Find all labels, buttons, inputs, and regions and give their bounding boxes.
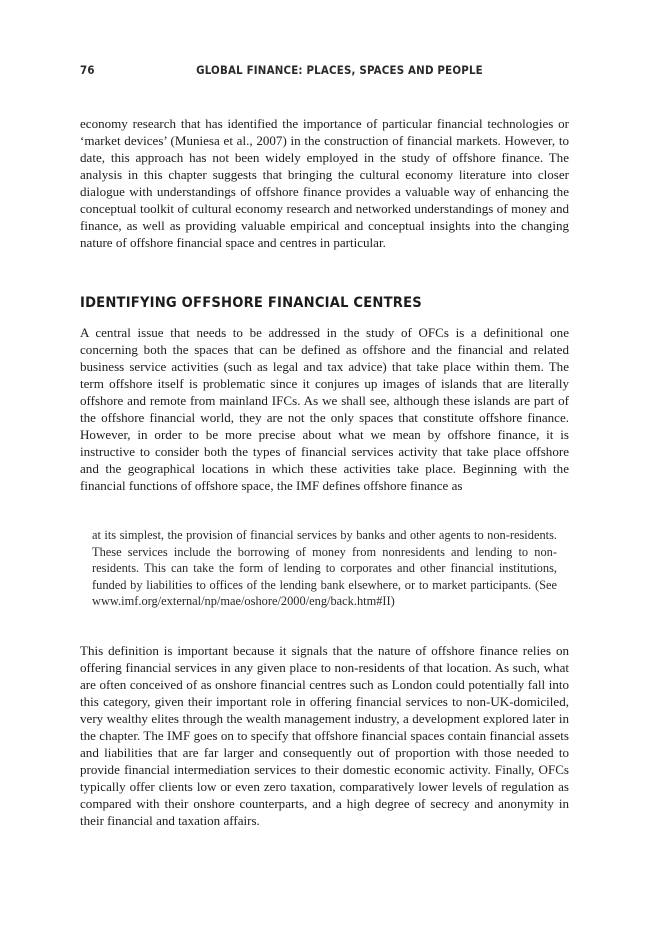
block-quote: at its simplest, the provision of financial services by banks and other agents to non-residents. These services include the borrowing of money from nonresidents and lending to non-residents. This can take the form of lending to corporates and other financial institutions, funded by liabilities to offices of the lending bank elsewhere, or to market participants. (See www.imf.org/external/​np/mae/oshore/2000/eng/back.htm#II) — [92, 528, 557, 609]
body-paragraph: A central issue that needs to be addressed in the study of OFCs is a definitional one concerning both the spaces that can be defined as offshore and the financial and related business service activities (such as legal and tax advice) that take place within them. The term offshore itself is problematic since it conjures up images of islands that are literally offshore and remote from mainland IFCs. As we shall see, although these islands are part of the offshore financial world, they are not the only spaces that constitute offshore finance. However, in order to be more precise about what we mean by offshore finance, it is instructive to consider both the types of financial services activity that take place offshore and the geographical locations in which these activities take place. Beginning with the financial functions of offshore space, the IMF defines offshore finance as — [80, 325, 569, 493]
running-title: GLOBAL FINANCE: PLACES, SPACES AND PEOPLE — [196, 63, 483, 77]
body-paragraph: This definition is important because it signals that the nature of offshore finance relies on offering financial services in any given place to non-residents of that location. As such, what are often conceived of as onshore financial centres such as London could potentially fall into this category, given their important role in offering financial services to non-UK-domiciled, very wealthy elites through the wealth management industry, a development explored later in the chapter. The IMF goes on to specify that offshore financial spaces contain financial assets and liabilities that are far larger and consequently out of proportion with those needed to provide financial intermediation services to their domestic economic activity. Finally, OFCs typically offer clients low or even zero taxation, comparatively lower levels of regulation as compared with their onshore counterparts, and a high degree of secrecy and anonymity in their financial and taxation affairs. — [80, 643, 569, 828]
page-number: 76 — [80, 63, 95, 77]
body-paragraph: economy research that has identified the importance of particular financial technologies or ‘market devices’ (Muniesa et al., 2007) in the construction of financial markets. However, to date, this approach has not been widely employed in the study of offshore finance. The analysis in this chapter suggests that bringing the cultural economy literature into closer dialogue with understandings of offshore finance provides a valuable way of enhancing the conceptual toolkit of cultural economy research and networked understandings of money and finance, as well as providing valuable empirical and conceptual insights into the changing nature of offshore financial space and centres in particular. — [80, 116, 569, 250]
section-heading: IDENTIFYING OFFSHORE FINANCIAL CENTRES — [80, 294, 422, 311]
running-header — [80, 63, 569, 79]
